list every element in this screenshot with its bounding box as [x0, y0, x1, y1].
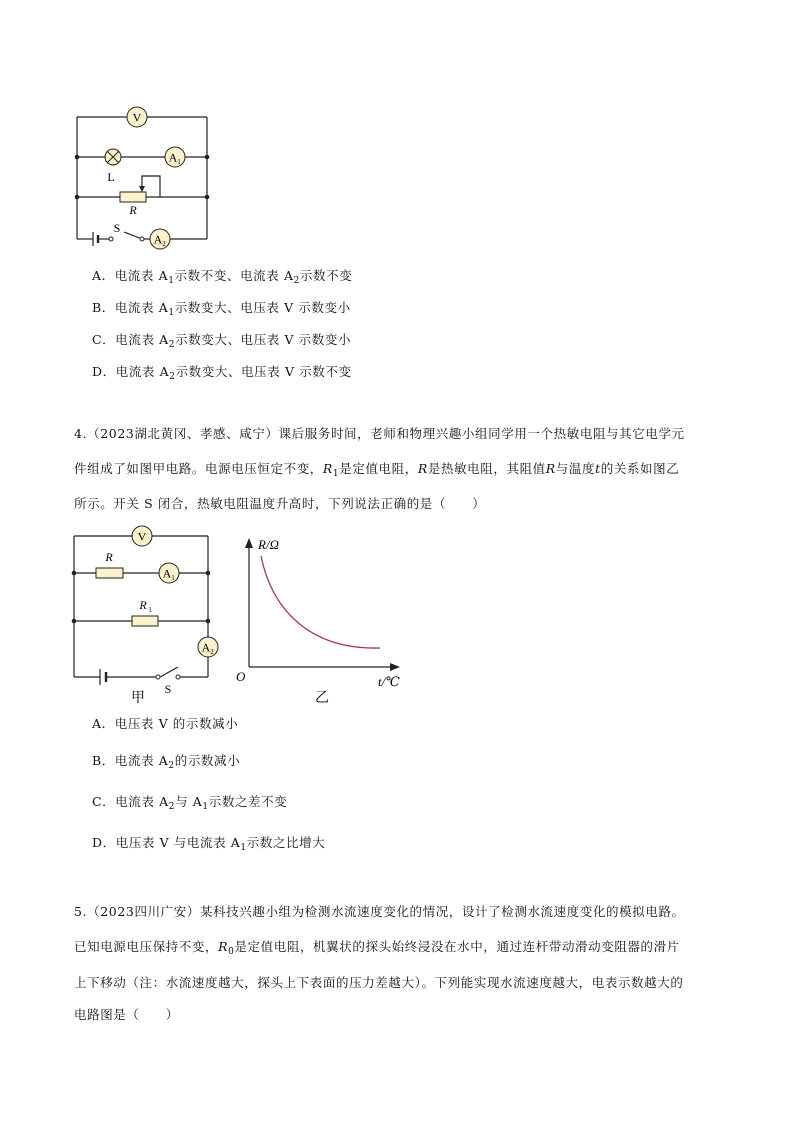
rheostat-label: R: [129, 203, 137, 217]
y-axis-label: R/Ω: [258, 537, 279, 552]
resistor-r-label: R: [105, 550, 113, 564]
q4-option-d: D．电压表 V 与电流表 $A_1$示数之比增大: [92, 835, 326, 853]
q3-option-d: D．电流表 $A_2$示数变大、电压表 V 示数不变: [92, 364, 352, 382]
q5-stem-line-2: 已知电源电压保持不变，$R_0$是定值电阻，机翼状的探头始终浸没在水中，通过连杆带动滑动变阻器的滑片: [74, 939, 680, 957]
svg-text:A: A: [153, 232, 163, 247]
q4-option-a: A．电压表 V 的示数减小: [92, 716, 239, 731]
switch-label: S: [113, 221, 121, 235]
q4-stem-line-3: 所示。开关 S 闭合，热敏电阻温度升高时，下列说法正确的是（ ）: [74, 496, 486, 511]
figure-caption-jia: 甲: [131, 691, 145, 706]
svg-text:V: V: [137, 529, 147, 544]
resistance-temperature-curve: [261, 556, 380, 648]
q5-stem-line-1: 5.（2023四川广安）某科技兴趣小组为检测水流速度变化的情况，设计了检测水流速度变化的模拟电路。: [74, 904, 685, 919]
origin-label: O: [236, 669, 246, 684]
q4-stem-line-1: 4.（2023湖北黄冈、孝感、咸宁）课后服务时间，老师和物理兴趣小组同学用一个热敏电阻与其它电学元: [74, 426, 685, 441]
q3-option-b: B．电流表 $A_1$示数变大、电压表 V 示数变小: [92, 300, 351, 318]
svg-text:1: 1: [171, 574, 175, 582]
switch-label: S: [164, 682, 172, 696]
svg-text:A: A: [162, 566, 172, 581]
q4-stem-line-2: 件组成了如图甲电路。电源电压恒定不变，$R_1$是定值电阻，R是热敏电阻，其阻值R与温度t的关系如图乙: [74, 461, 680, 479]
svg-text:A: A: [168, 150, 178, 165]
x-axis-label: t/℃: [378, 674, 400, 689]
q4-option-b: B．电流表 $A_2$的示数减小: [92, 753, 241, 771]
svg-text:A: A: [201, 640, 211, 655]
q3-option-a: A．电流表 $A_1$示数不变、电流表 $A_2$示数不变: [92, 268, 353, 286]
figure-caption-yi: 乙: [315, 691, 329, 706]
q3-option-c: C．电流表 $A_2$示数变大、电压表 V 示数变小: [92, 332, 352, 350]
resistor-r1-subscript: 1: [148, 606, 152, 614]
q5-stem-line-4: 电路图是（ ）: [74, 1007, 179, 1022]
resistor-r1-label: R: [139, 598, 147, 612]
svg-text:V: V: [132, 110, 142, 125]
svg-text:1: 1: [177, 158, 181, 166]
q4-option-c: C．电流表 $A_2$与 $A_1$示数之差不变: [92, 794, 288, 812]
lamp-label: L: [107, 170, 115, 184]
svg-text:2: 2: [210, 648, 214, 656]
x-axis-arrow: [390, 663, 400, 671]
svg-text:2: 2: [162, 240, 166, 248]
q5-stem-line-3: 上下移动（注：水流速度越大，探头上下表面的压力差越大）。下列能实现水流速度越大，电表示数越大的: [74, 975, 684, 990]
y-axis-arrow: [245, 538, 253, 548]
